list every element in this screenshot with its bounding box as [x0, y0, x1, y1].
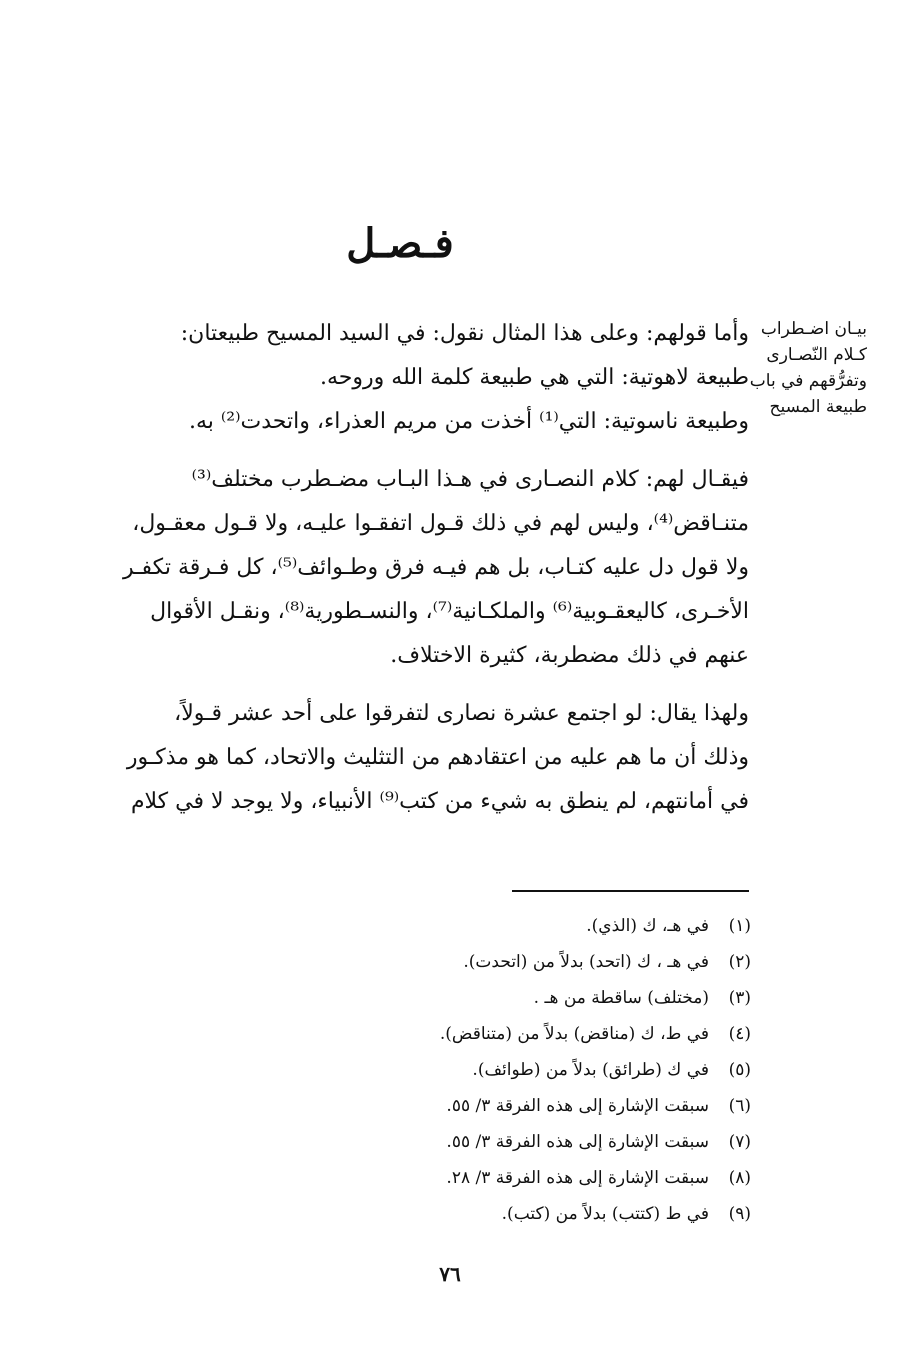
footnote-text: في ك (طرائق) بدلاً من (طوائف).	[472, 1060, 709, 1080]
footnote-separator	[512, 890, 749, 892]
footnote	[251, 1160, 751, 1196]
footnote	[251, 944, 751, 980]
footnote-number: (١)	[728, 916, 751, 936]
footnote-text: في هـ، ك (الذي).	[586, 916, 709, 936]
text-line: وطبيعة ناسوتية: التي⁽¹⁾ أخذت من مريم العذراء، واتحدت⁽²⁾ به.	[188, 409, 749, 434]
footnote-number: (٩)	[728, 1204, 751, 1224]
paragraph	[49, 458, 749, 678]
margin-note	[749, 316, 867, 420]
page-number: ٧٦	[439, 1262, 461, 1286]
footnote-text: في ط (كتتب) بدلاً من (كتب).	[501, 1204, 709, 1224]
footnote-number: (٤)	[728, 1024, 751, 1044]
text-line: عنهم في ذلك مضطربة، كثيرة الاختلاف.	[390, 643, 749, 668]
text-line: الأخـرى، كاليعقـوبية⁽⁶⁾ والملكـانية⁽⁷⁾، والنسـطورية⁽⁸⁾، ونقـل الأقوال	[150, 599, 749, 624]
footnote	[251, 1016, 751, 1052]
body-text	[49, 312, 749, 824]
footnote-number: (٦)	[728, 1096, 751, 1116]
footnote-number: (٥)	[728, 1060, 751, 1080]
text-line: وأما قولهم: وعلى هذا المثال نقول: في السيد المسيح طبيعتان:	[180, 321, 749, 346]
footnote-text: (مختلف) ساقطة من هـ .	[533, 988, 709, 1008]
text-line: في أمانتهم، لم ينطق به شيء من كتب⁽⁹⁾ الأنبياء، ولا يوجد لا في كلام	[130, 789, 749, 814]
footnote	[251, 1196, 751, 1232]
footnote	[251, 1124, 751, 1160]
margin-note-line: كـلام النّصـارى	[766, 345, 867, 365]
footnote	[251, 980, 751, 1016]
paragraph	[49, 312, 749, 444]
footnote-number: (٣)	[728, 988, 751, 1008]
text-line: فيقـال لهم: كلام النصـارى في هـذا البـاب مضـطرب مختلف⁽³⁾	[191, 467, 749, 492]
margin-note-line: طبيعة المسيح	[769, 397, 867, 417]
footnotes	[251, 908, 751, 1232]
footnote-text: سبقت الإشارة إلى هذه الفرقة ٣/ ٢٨.	[446, 1168, 709, 1188]
footnote-number: (٧)	[728, 1132, 751, 1152]
paragraph	[49, 692, 749, 824]
footnote-text: في ط، ك (مناقض) بدلاً من (متناقض).	[439, 1024, 709, 1044]
footnote-text: سبقت الإشارة إلى هذه الفرقة ٣/ ٥٥.	[446, 1132, 709, 1152]
footnote-text: في هـ ، ك (اتحد) بدلاً من (اتحدت).	[463, 952, 709, 972]
section-heading: فـصـل	[346, 220, 454, 267]
text-line: ولا قول دل عليه كتـاب، بل هم فيـه فرق وطـوائف⁽⁵⁾، كل فـرقة تكفـر	[122, 555, 749, 580]
text-line: متنـاقض⁽⁴⁾، وليس لهم في ذلك قـول اتفقـوا عليـه، ولا قـول معقـول،	[132, 511, 749, 536]
footnote	[251, 1088, 751, 1124]
footnote-text: سبقت الإشارة إلى هذه الفرقة ٣/ ٥٥.	[446, 1096, 709, 1116]
footnote	[251, 1052, 751, 1088]
text-line: وذلك أن ما هم عليه من اعتقادهم من التثليث والاتحاد، كما هو مذكـور	[126, 745, 749, 770]
footnote	[251, 908, 751, 944]
margin-note-line: وتفرُّقهم في باب	[749, 371, 867, 391]
text-line: ولهذا يقال: لو اجتمع عشرة نصارى لتفرقوا على أحد عشر قـولاً،	[174, 701, 749, 726]
text-line: طبيعة لاهوتية: التي هي طبيعة كلمة الله وروحه.	[320, 365, 749, 390]
footnote-number: (٨)	[728, 1168, 751, 1188]
margin-note-line: بيـان اضـطراب	[760, 319, 867, 339]
footnote-number: (٢)	[728, 952, 751, 972]
